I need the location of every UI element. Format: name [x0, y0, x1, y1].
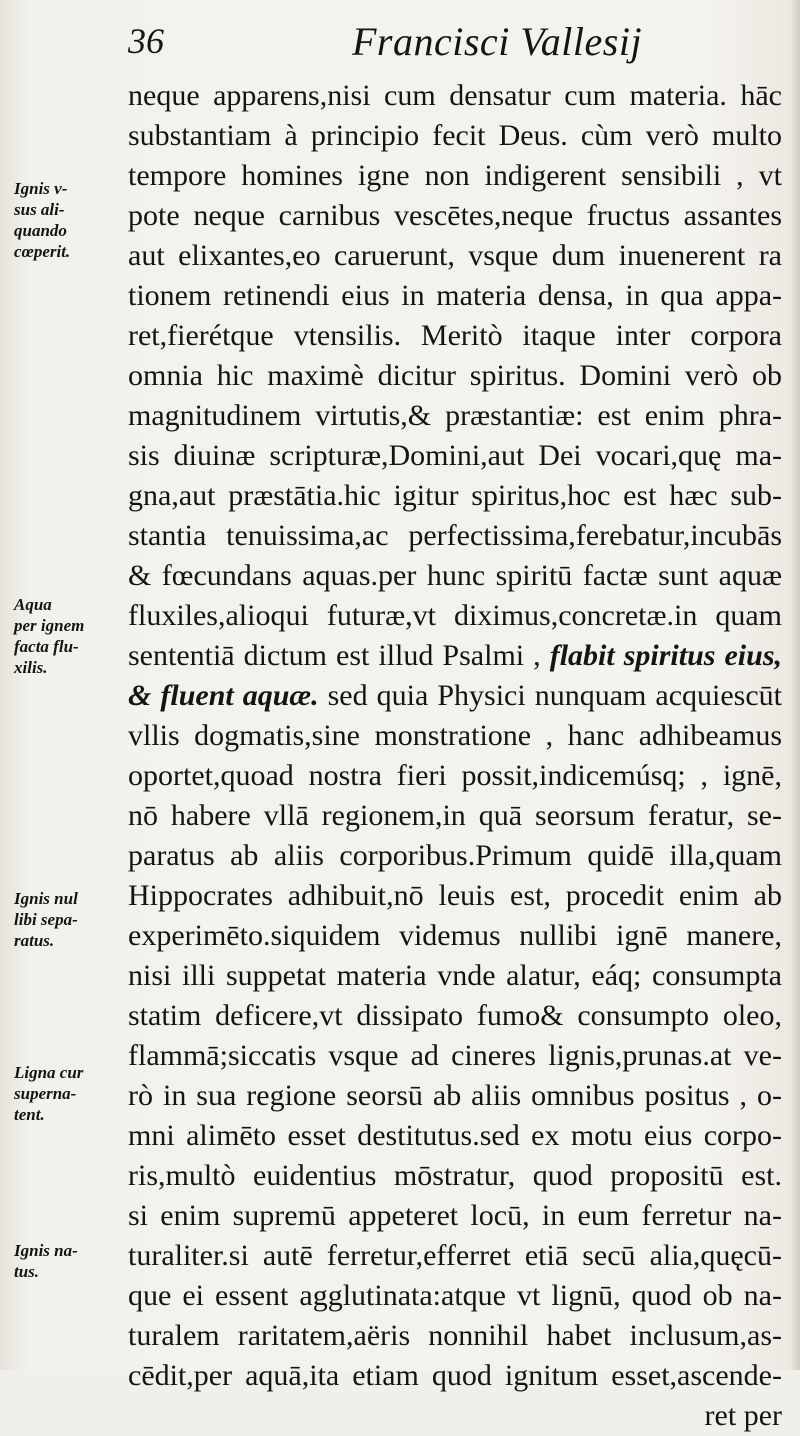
margin-note-line: xilis.: [14, 658, 48, 677]
text-line: turalem raritatem,aëris nonnihil habet inclusum,as-: [128, 1319, 782, 1352]
text-line: gna,aut præstātia.hic igitur spiritus,hoc est hæc sub-: [128, 479, 782, 512]
text-line: statim deficere,vt dissipato fumo& consumpto oleo,: [128, 999, 782, 1032]
margin-note: [14, 888, 124, 951]
margin-note-line: Aqua: [14, 595, 52, 614]
margin-note-line: Ignis nul: [14, 889, 78, 908]
text-line-mixed: [128, 676, 782, 716]
text-line: oportet,quoad nostra fieri possit,indicemúsq; , ignē,: [128, 759, 782, 792]
margin-note: [14, 1240, 124, 1282]
psalm-quote: flabit spiritus eius,: [549, 639, 782, 672]
text-line: sis diuinæ scripturæ,Domini,aut Dei vocari,quę ma-: [128, 439, 782, 472]
text-line: neque apparens,nisi cum densatur cum materia. hāc: [128, 79, 782, 112]
text-segment: sed quia Physici nunquam acquiescūt: [318, 679, 782, 712]
margin-note: [14, 594, 124, 678]
text-line: omnia hic maximè dicitur spiritus. Domini verò ob: [128, 359, 782, 392]
margin-note-line: superna-: [14, 1084, 77, 1103]
psalm-quote: & fluent aquæ.: [128, 679, 319, 712]
text-line: tempore homines igne non indigerent sensibili , vt: [128, 159, 782, 192]
text-line: turaliter.si autē ferretur,efferret etiā secū alia,quęcū-: [128, 1239, 782, 1272]
text-line: cēdit,per aquā,ita etiam quod ignitum esset,ascende-: [128, 1359, 782, 1392]
margin-note: [14, 178, 124, 262]
text-line: & fœcundans aquas.per hunc spiritū factæ sunt aquæ: [128, 559, 782, 592]
text-line: rò in sua regione seorsū ab aliis omnibus positus , o-: [128, 1079, 782, 1112]
text-line: nisi illi suppetat materia vnde alatur, eáq; consumpta: [128, 959, 782, 992]
margin-note-line: Ignis na-: [14, 1241, 78, 1260]
catchword-line: ret per: [704, 1399, 782, 1432]
text-line: pote neque carnibus vescētes,neque fructus assantes: [128, 199, 782, 232]
text-line: magnitudinem virtutis,& præstantiæ: est enim phra-: [128, 399, 782, 432]
margin-note-line: facta flu-: [14, 637, 79, 656]
page-edge-shadow: [790, 0, 800, 1370]
page-header: [0, 16, 800, 70]
margin-note-line: quando: [14, 221, 67, 240]
text-line: si enim supremū appeteret locū, in eum ferretur na-: [128, 1199, 782, 1232]
text-line: nō habere vllā regionem,in quā seorsum feratur, se-: [128, 799, 782, 832]
text-line: ret,fierétque vtensilis. Meritò itaque inter corpora: [128, 319, 782, 352]
text-line: ris,multò euidentius mōstratur, quod propositū est.: [128, 1159, 782, 1192]
margin-note-line: sus ali-: [14, 200, 65, 219]
text-line: mni alimēto esset destitutus.sed ex motu eius corpo-: [128, 1119, 782, 1152]
margin-note-line: tus.: [14, 1262, 40, 1281]
text-line: stantia tenuissima,ac perfectissima,ferebatur,incubās: [128, 519, 782, 552]
margin-note-line: per ignem: [14, 616, 85, 635]
margin-note-line: Ligna cur: [14, 1063, 84, 1082]
margin-note-line: Ignis v-: [14, 179, 68, 198]
text-line-mixed: [128, 636, 782, 676]
running-head: Francisci Vallesij: [352, 19, 643, 64]
text-line: flammā;siccatis vsque ad cineres lignis,prunas.at ve-: [128, 1039, 782, 1072]
text-line: paratus ab aliis corporibus.Primum quidē illa,quam: [128, 839, 782, 872]
text-line: Hippocrates adhibuit,nō leuis est, procedit enim ab: [128, 879, 782, 912]
text-line: substantiam à principio fecit Deus. cùm verò multo: [128, 119, 782, 152]
text-line: aut elixantes,eo caruerunt, vsque dum inuenerent ra: [128, 239, 782, 272]
margin-note-line: ratus.: [14, 931, 55, 950]
text-line: que ei essent agglutinata:atque vt lignū, quod ob na-: [128, 1279, 782, 1312]
margin-note-line: tent.: [14, 1105, 45, 1124]
text-line: vllis dogmatis,sine monstratione , hanc adhibeamus: [128, 719, 782, 752]
main-text-block: [128, 76, 782, 1436]
margin-note-line: libi sepa-: [14, 910, 78, 929]
text-line: fluxiles,alioqui futuræ,vt diximus,concretæ.in quam: [128, 599, 782, 632]
margin-note-line: cœperit.: [14, 242, 71, 261]
margin-note: [14, 1062, 124, 1125]
page-number: 36: [128, 21, 164, 61]
text-line: tionem retinendi eius in materia densa, in qua appa-: [128, 279, 782, 312]
text-segment: sententiā dictum est illud Psalmi ,: [128, 639, 541, 672]
text-line: experimēto.siquidem videmus nullibi ignē manere,: [128, 919, 782, 952]
